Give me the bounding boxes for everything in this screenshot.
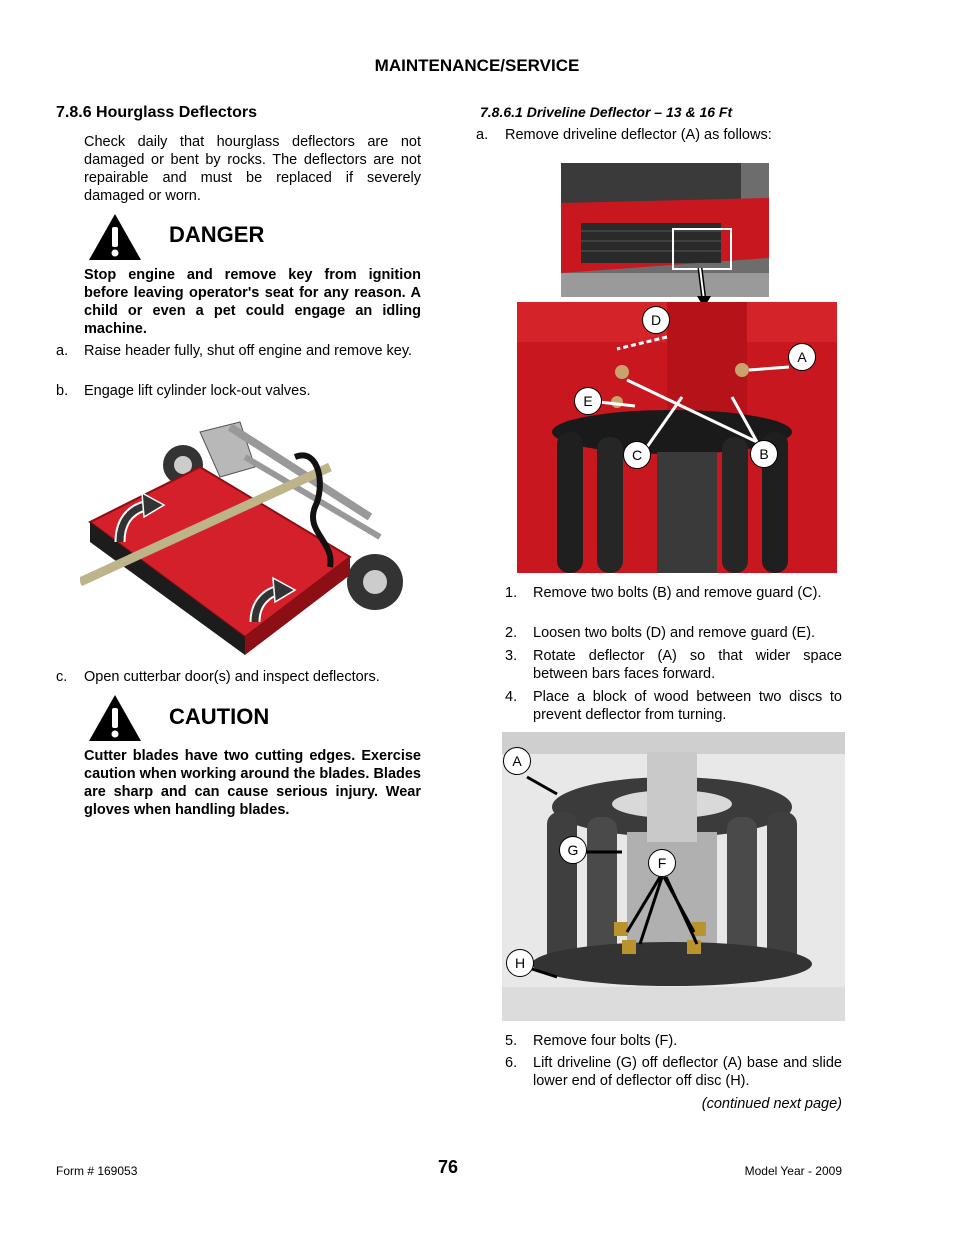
callout-label: H (506, 949, 534, 977)
step-text: Lift driveline (G) off deflector (A) base and slide lower end of deflector off disc (H). (533, 1055, 842, 1089)
step-label: 3. (505, 648, 518, 664)
footer-form-number: Form # 169053 (56, 1164, 138, 1178)
step-label: b. (56, 383, 69, 399)
danger-text: Stop engine and remove key from ignition before leaving operator's seat for any reason. A child or even a pet could engage an idling machine. (84, 267, 421, 337)
step-label: 4. (505, 689, 518, 705)
step-label: a. (476, 127, 489, 143)
callout-label: A (503, 747, 531, 775)
step-text: Remove four bolts (F). (533, 1033, 678, 1049)
callout-label: C (623, 441, 651, 469)
step-4 (505, 688, 842, 724)
deflector-render-2 (502, 732, 845, 1021)
callout-label: A (788, 343, 816, 371)
step-text: Place a block of wood between two discs to prevent deflector from turning. (533, 689, 842, 723)
step-text: Engage lift cylinder lock-out valves. (84, 383, 311, 399)
step-text: Rotate deflector (A) so that wider space between bars faces forward. (533, 648, 842, 682)
caution-title: CAUTION (169, 704, 270, 729)
subsection-title: 7.8.6.1 Driveline Deflector – 13 & 16 Ft (480, 104, 733, 120)
footer-model-year: Model Year - 2009 (744, 1164, 842, 1178)
step-text: Loosen two bolts (D) and remove guard (E). (533, 625, 816, 641)
intro-paragraph: Check daily that hourglass deflectors are not damaged or bent by rocks. The deflectors are not repairable and must be replaced if severely damaged or worn. (84, 134, 421, 204)
step-label: 5. (505, 1033, 518, 1049)
step-text: Open cutterbar door(s) and inspect deflectors. (84, 669, 380, 685)
step-text: Remove two bolts (B) and remove guard (C). (533, 585, 822, 601)
mower-illustration (80, 407, 410, 657)
caution-text: Cutter blades have two cutting edges. Exercise caution when working around the blades. Blades are sharp and can cause serious injury. Wear gloves when handling blades. (84, 748, 421, 818)
continued-note: (continued next page) (701, 1096, 842, 1112)
page-number: 76 (437, 1157, 459, 1177)
step-label: 1. (505, 585, 518, 601)
callout-label: B (750, 440, 778, 468)
step-label: c. (56, 669, 68, 685)
step-c (56, 668, 421, 686)
step-text: Remove driveline deflector (A) as follows: (505, 127, 772, 143)
warning-triangle-icon (87, 693, 143, 743)
page-header: MAINTENANCE/SERVICE (374, 56, 580, 75)
step-6 (505, 1054, 842, 1090)
danger-title: DANGER (169, 222, 265, 247)
step-label: 2. (505, 625, 518, 641)
callout-label: F (648, 849, 676, 877)
section-title: 7.8.6 Hourglass Deflectors (56, 104, 257, 121)
step-3 (505, 647, 842, 683)
step-5 (505, 1032, 842, 1050)
warning-triangle-icon (87, 212, 143, 262)
overview-photo (561, 163, 769, 297)
callout-label: G (559, 836, 587, 864)
callout-label: D (642, 306, 670, 334)
step-1 (505, 584, 842, 602)
step-text: Raise header fully, shut off engine and remove key. (84, 343, 413, 359)
step-label: a. (56, 343, 69, 359)
step-a-right (476, 126, 842, 144)
callout-label: E (574, 387, 602, 415)
deflector-photo-1 (517, 302, 837, 573)
step-label: 6. (505, 1055, 518, 1071)
step-b (56, 382, 421, 400)
step-a (56, 342, 421, 360)
step-2 (505, 624, 842, 642)
